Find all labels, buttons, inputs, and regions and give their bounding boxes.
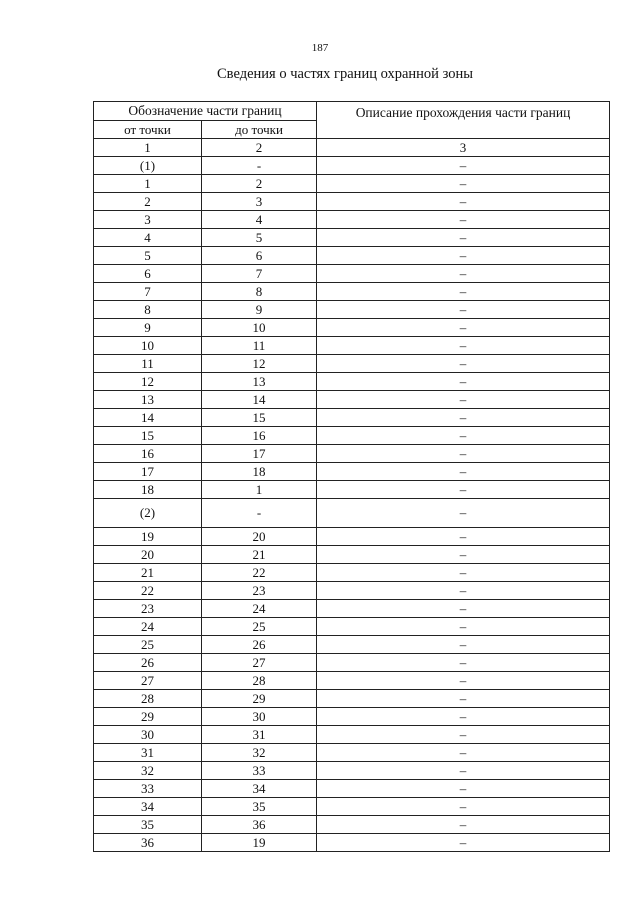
from-point-cell: 9	[94, 319, 202, 337]
description-cell: –	[317, 528, 610, 546]
description-cell: –	[317, 157, 610, 175]
description-cell: –	[317, 211, 610, 229]
from-point-cell: 2	[94, 193, 202, 211]
from-point-cell: 16	[94, 445, 202, 463]
table-row	[94, 816, 610, 834]
from-point-cell: 4	[94, 229, 202, 247]
from-point-cell: 23	[94, 600, 202, 618]
to-point-cell: 14	[202, 391, 317, 409]
from-point-cell: 10	[94, 337, 202, 355]
from-point-cell: 11	[94, 355, 202, 373]
table-row	[94, 636, 610, 654]
table-row	[94, 229, 610, 247]
to-point-cell: 34	[202, 780, 317, 798]
to-point-cell: 30	[202, 708, 317, 726]
to-point-cell: 8	[202, 283, 317, 301]
from-point-cell: (2)	[94, 499, 202, 528]
table-row	[94, 301, 610, 319]
description-cell: –	[317, 427, 610, 445]
to-point-cell: 26	[202, 636, 317, 654]
table-header	[94, 102, 610, 157]
from-point-cell: 24	[94, 618, 202, 636]
page-title: Сведения о частях границ охранной зоны	[217, 66, 473, 82]
table-row	[94, 708, 610, 726]
description-cell: –	[317, 654, 610, 672]
description-cell: –	[317, 445, 610, 463]
from-point-cell: 26	[94, 654, 202, 672]
to-point-cell: 15	[202, 409, 317, 427]
to-point-cell: 16	[202, 427, 317, 445]
from-point-cell: 20	[94, 546, 202, 564]
from-point-cell: 34	[94, 798, 202, 816]
to-point-cell: 17	[202, 445, 317, 463]
to-point-cell: 2	[202, 175, 317, 193]
page-number: 187	[311, 42, 329, 54]
table-row	[94, 690, 610, 708]
description-cell: –	[317, 708, 610, 726]
description-cell: –	[317, 744, 610, 762]
table-row	[94, 834, 610, 852]
table-row	[94, 780, 610, 798]
table-row	[94, 157, 610, 175]
to-point-cell: 4	[202, 211, 317, 229]
from-point-cell: 3	[94, 211, 202, 229]
to-point-cell: 18	[202, 463, 317, 481]
from-point-cell: 30	[94, 726, 202, 744]
to-point-cell: 5	[202, 229, 317, 247]
from-point-cell: 5	[94, 247, 202, 265]
from-point-cell: 29	[94, 708, 202, 726]
to-point-cell: 21	[202, 546, 317, 564]
table-row	[94, 247, 610, 265]
table-row	[94, 672, 610, 690]
description-cell: –	[317, 283, 610, 301]
description-cell: –	[317, 301, 610, 319]
to-point-cell: 36	[202, 816, 317, 834]
description-cell: –	[317, 355, 610, 373]
description-cell: –	[317, 481, 610, 499]
from-point-cell: 32	[94, 762, 202, 780]
description-cell: –	[317, 636, 610, 654]
description-cell: –	[317, 463, 610, 481]
table-row	[94, 618, 610, 636]
header-boundary-designation: Обозначение части границ	[94, 102, 317, 121]
table-row	[94, 283, 610, 301]
header-to-point: до точки	[202, 121, 317, 139]
to-point-cell: 1	[202, 481, 317, 499]
description-cell: –	[317, 373, 610, 391]
description-cell: –	[317, 672, 610, 690]
table-row	[94, 582, 610, 600]
description-cell: –	[317, 816, 610, 834]
description-cell: –	[317, 690, 610, 708]
table-row	[94, 391, 610, 409]
from-point-cell: 8	[94, 301, 202, 319]
table-row	[94, 564, 610, 582]
from-point-cell: 18	[94, 481, 202, 499]
to-point-cell: 6	[202, 247, 317, 265]
to-point-cell: 35	[202, 798, 317, 816]
description-cell: –	[317, 391, 610, 409]
table-row	[94, 546, 610, 564]
table-row	[94, 600, 610, 618]
header-from-point: от точки	[94, 121, 202, 139]
from-point-cell: 22	[94, 582, 202, 600]
column-number-1: 1	[94, 139, 202, 157]
from-point-cell: 6	[94, 265, 202, 283]
table-row	[94, 337, 610, 355]
to-point-cell: 11	[202, 337, 317, 355]
from-point-cell: 17	[94, 463, 202, 481]
from-point-cell: 13	[94, 391, 202, 409]
table-row	[94, 211, 610, 229]
from-point-cell: 35	[94, 816, 202, 834]
from-point-cell: 31	[94, 744, 202, 762]
description-cell: –	[317, 726, 610, 744]
to-point-cell: 19	[202, 834, 317, 852]
description-cell: –	[317, 247, 610, 265]
table-row	[94, 499, 610, 528]
description-cell: –	[317, 834, 610, 852]
description-cell: –	[317, 546, 610, 564]
description-cell: –	[317, 798, 610, 816]
table-row	[94, 481, 610, 499]
to-point-cell: 27	[202, 654, 317, 672]
to-point-cell: 3	[202, 193, 317, 211]
description-cell: –	[317, 337, 610, 355]
column-number-3: 3	[317, 139, 610, 157]
table-row	[94, 409, 610, 427]
to-point-cell: 25	[202, 618, 317, 636]
description-cell: –	[317, 319, 610, 337]
description-cell: –	[317, 499, 610, 528]
from-point-cell: 19	[94, 528, 202, 546]
table-row	[94, 798, 610, 816]
description-cell: –	[317, 175, 610, 193]
from-point-cell: 14	[94, 409, 202, 427]
column-numbers-row	[94, 139, 610, 157]
description-cell: –	[317, 193, 610, 211]
to-point-cell: -	[202, 157, 317, 175]
table-row	[94, 373, 610, 391]
table-row	[94, 319, 610, 337]
from-point-cell: 28	[94, 690, 202, 708]
to-point-cell: 10	[202, 319, 317, 337]
description-cell: –	[317, 564, 610, 582]
column-number-2: 2	[202, 139, 317, 157]
table-row	[94, 427, 610, 445]
description-cell: –	[317, 229, 610, 247]
to-point-cell: 29	[202, 690, 317, 708]
table-row	[94, 463, 610, 481]
table-row	[94, 744, 610, 762]
from-point-cell: 27	[94, 672, 202, 690]
to-point-cell: 22	[202, 564, 317, 582]
table-row	[94, 193, 610, 211]
header-description: Описание прохождения части границ	[317, 102, 610, 139]
description-cell: –	[317, 265, 610, 283]
to-point-cell: 13	[202, 373, 317, 391]
to-point-cell: 33	[202, 762, 317, 780]
from-point-cell: 1	[94, 175, 202, 193]
table-row	[94, 726, 610, 744]
description-cell: –	[317, 762, 610, 780]
table-row	[94, 265, 610, 283]
table-row	[94, 528, 610, 546]
description-cell: –	[317, 409, 610, 427]
from-point-cell: (1)	[94, 157, 202, 175]
to-point-cell: -	[202, 499, 317, 528]
table-row	[94, 355, 610, 373]
from-point-cell: 25	[94, 636, 202, 654]
to-point-cell: 20	[202, 528, 317, 546]
to-point-cell: 7	[202, 265, 317, 283]
description-cell: –	[317, 600, 610, 618]
to-point-cell: 31	[202, 726, 317, 744]
boundary-parts-table	[93, 101, 610, 852]
to-point-cell: 9	[202, 301, 317, 319]
from-point-cell: 33	[94, 780, 202, 798]
from-point-cell: 36	[94, 834, 202, 852]
description-cell: –	[317, 582, 610, 600]
from-point-cell: 21	[94, 564, 202, 582]
from-point-cell: 7	[94, 283, 202, 301]
to-point-cell: 12	[202, 355, 317, 373]
to-point-cell: 24	[202, 600, 317, 618]
to-point-cell: 23	[202, 582, 317, 600]
table-row	[94, 175, 610, 193]
table-row	[94, 654, 610, 672]
table-row	[94, 445, 610, 463]
to-point-cell: 32	[202, 744, 317, 762]
table-row	[94, 762, 610, 780]
description-cell: –	[317, 618, 610, 636]
from-point-cell: 12	[94, 373, 202, 391]
from-point-cell: 15	[94, 427, 202, 445]
description-cell: –	[317, 780, 610, 798]
table-body	[94, 157, 610, 852]
to-point-cell: 28	[202, 672, 317, 690]
